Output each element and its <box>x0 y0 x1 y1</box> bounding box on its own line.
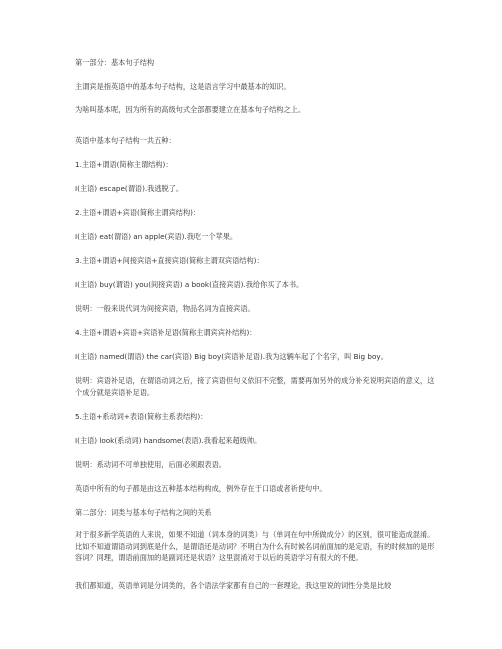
structure-heading-3: 3.主语+谓语+间接宾语+直接宾语(简称主谓双宾语结构)： <box>75 256 264 266</box>
section-heading-1: 第一部分：基本句子结构 <box>75 58 155 67</box>
structure-heading-4: 4.主语+谓语+宾语+宾语补足语(简称主谓宾宾补结构)： <box>75 328 257 338</box>
note: 说明：宾语补足语，在谓语动词之后，接了宾语但句义依旧不完整，需要再加另外的成分补充说明宾语的意义，这个成分就是宾语补足语。 <box>75 376 435 397</box>
structure-heading-2: 2.主语+谓语+宾语(简称主谓宾结构)： <box>75 208 201 218</box>
example-sentence: I(主语) buy(谓语) you(间接宾语) a book(直接宾语).我给你买了本书。 <box>75 280 304 290</box>
paragraph: 英语中所有的句子都是由这五种基本结构构成，例外存在于口语或者祈使句中。 <box>75 483 327 493</box>
structure-heading-1: 1.主语+谓语(简称主谓结构)： <box>75 160 173 170</box>
paragraph: 主谓宾是指英语中的基本句子结构，这是语言学习中最基本的知识。 <box>75 81 291 91</box>
example-sentence: I(主语) eat(谓语) an apple(宾语).我吃一个苹果。 <box>75 232 238 242</box>
paragraph: 为啥叫基本呢，因为所有的高级句式全部都要建立在基本句子结构之上。 <box>75 104 306 114</box>
paragraph: 对于很多新学英语的人来说，如果不知道（词本身的词类）与（单词在句中所做成分）的区别，很可能造成混淆。比如不知道谓语动词到底是什么，是谓语还是动词？不明白为什么有时候名词前面加的是定语，有的时候加的是形容词？同理，谓语前面加的是副词还是状语？这里混淆对于以后的英语学习有很大的不便。 <box>75 530 435 563</box>
paragraph: 英语中基本句子结构一共五种： <box>75 136 176 146</box>
document-body <box>75 57 435 592</box>
example-sentence: I(主语) look(系动词) handsome(表语).我看起来超级帅。 <box>75 435 262 445</box>
structure-heading-5: 5.主语+系动词+表语(简称主系表结构)： <box>75 411 208 421</box>
note: 说明：一般来说代词为间接宾语，物品名词为直接宾语。 <box>75 304 255 314</box>
paragraph: 我们都知道，英语单词是分词类的，各个语法学家都有自己的一套理论，我这里说的词性分类是比较 <box>75 580 392 590</box>
example-sentence: I(主语) escape(谓语).我逃脱了。 <box>75 184 184 194</box>
note: 说明：系动词不可单独使用，后面必须跟表语。 <box>75 459 226 469</box>
example-sentence: I(主语) named(谓语) the car(宾语) Big boy(宾语补足语).我为这辆车起了个名字，叫 Big boy。 <box>75 352 388 362</box>
section-heading-2: 第二部分：词类与基本句子结构之间的关系 <box>75 507 212 517</box>
